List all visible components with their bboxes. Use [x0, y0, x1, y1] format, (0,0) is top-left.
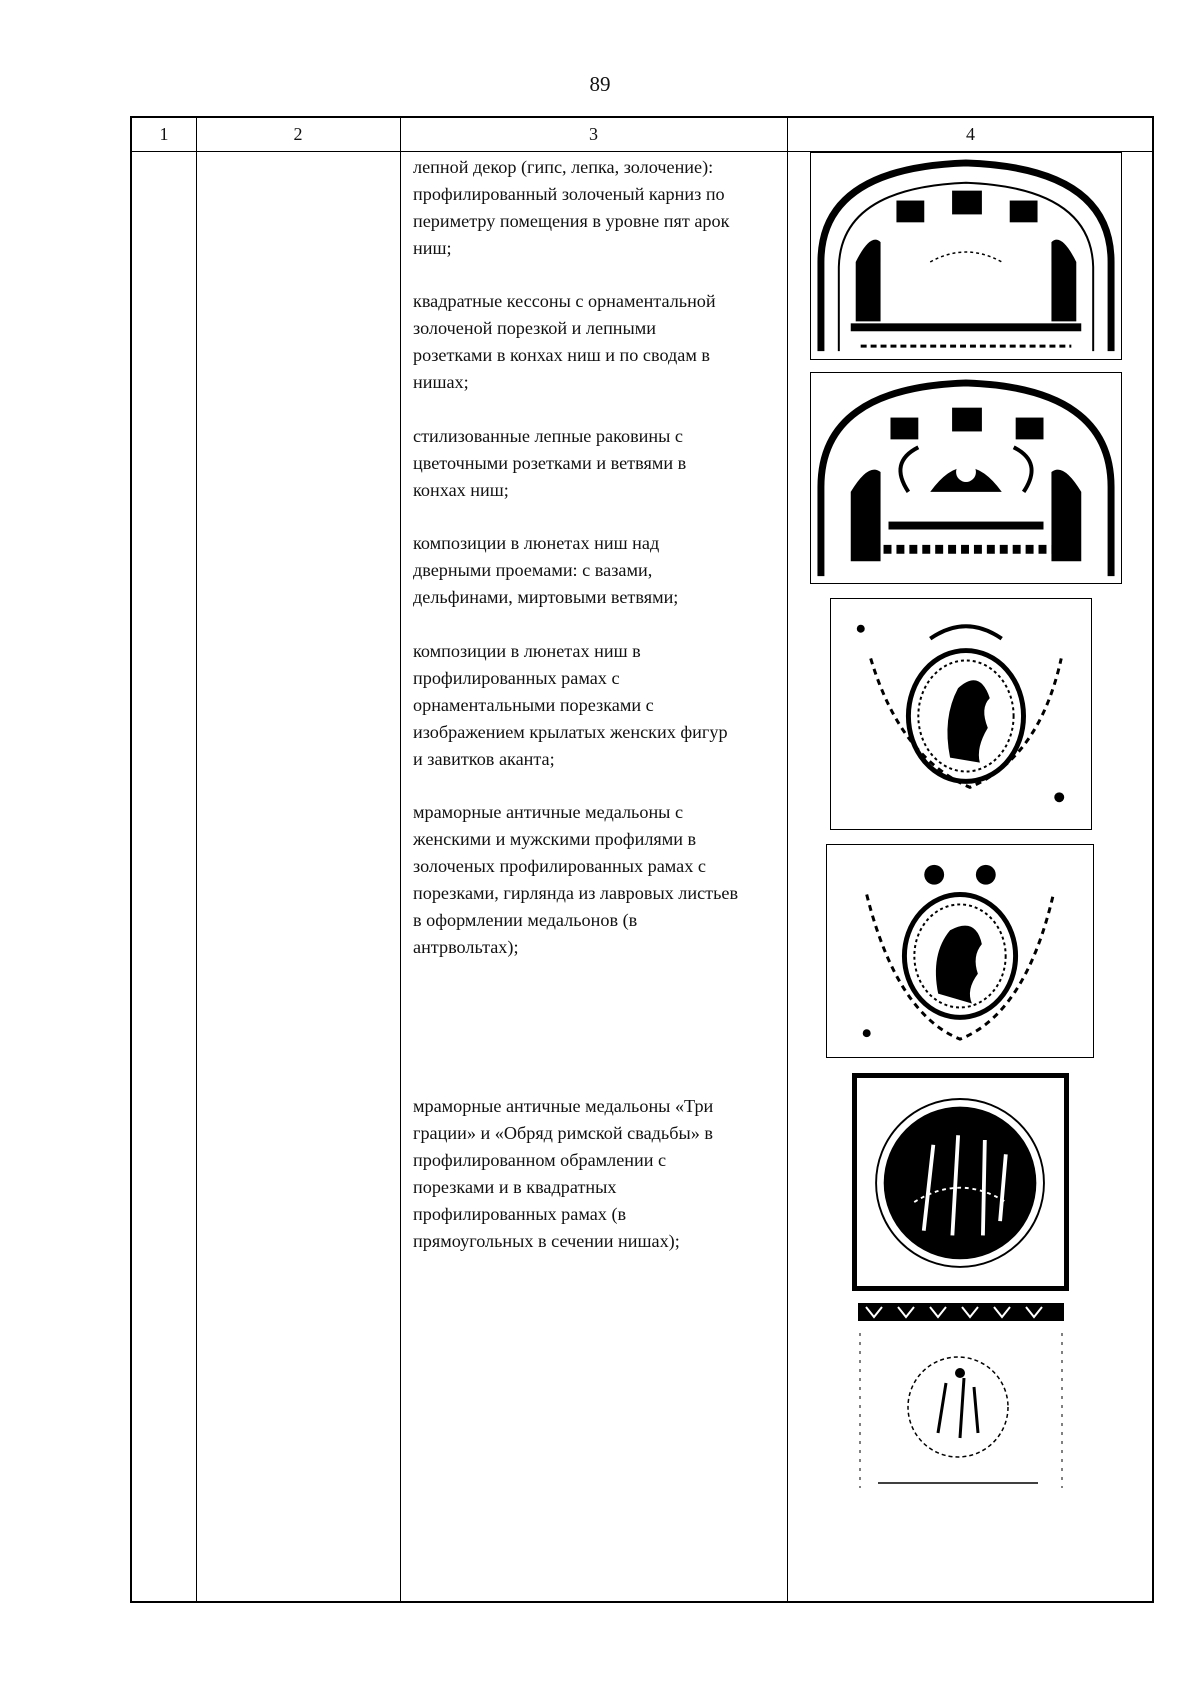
text-line: антрвольтах);: [413, 937, 519, 957]
column-divider-3: [787, 118, 788, 1601]
text-line: профилированных рамах с: [413, 668, 620, 688]
text-line: порезками и в квадратных: [413, 1177, 617, 1197]
text-line: грации» и «Обряд римской свадьбы» в: [413, 1123, 713, 1143]
text-line: цветочными розетками и ветвями в: [413, 453, 687, 473]
text-line: дверными проемами: с вазами,: [413, 560, 653, 580]
page-number: 89: [589, 72, 611, 96]
text-line: профилированном обрамлении с: [413, 1150, 667, 1170]
header-col-1: 1: [159, 124, 169, 144]
text-line: ниш;: [413, 238, 452, 258]
description-coffers: [413, 288, 783, 396]
text-line: дельфинами, миртовыми ветвями;: [413, 587, 679, 607]
text-line: профилированных рамах (в: [413, 1204, 627, 1224]
description-cornice: [413, 154, 783, 262]
column-divider-2: [400, 118, 401, 1601]
text-line: конхах ниш;: [413, 480, 509, 500]
text-line: орнаментальными порезками с: [413, 695, 654, 715]
text-line: композиции в люнетах ниш над: [413, 533, 660, 553]
lunette-female-profile-medallion-photo: [830, 598, 1092, 830]
text-line: нишах;: [413, 372, 469, 392]
text-line: золоченых профилированных рамах с: [413, 856, 706, 876]
text-line: стилизованные лепные раковины с: [413, 426, 683, 446]
description-shells: [413, 423, 783, 504]
text-line: изображением крылатых женских фигур: [413, 722, 728, 742]
niche-arch-coffers-photo: [810, 152, 1122, 360]
description-lunettes-frames: [413, 638, 783, 773]
text-line: мраморные античные медальоны «Три: [413, 1096, 714, 1116]
text-line: в оформлении медальонов (в: [413, 910, 638, 930]
header-col-3: 3: [589, 124, 598, 144]
header-col-4: 4: [966, 124, 975, 144]
text-line: композиции в люнетах ниш в: [413, 641, 641, 661]
niche-arch-shell-photo: [810, 372, 1122, 584]
text-line: розетками в конхах ниш и по сводам в: [413, 345, 711, 365]
text-line: мраморные античные медальоны с: [413, 802, 684, 822]
roman-wedding-medallion-photo: [858, 1303, 1064, 1493]
text-line: золоченой порезкой и лепными: [413, 318, 656, 338]
text-line: женскими и мужскими профилями в: [413, 829, 697, 849]
text-line: прямоугольных в сечении нишах);: [413, 1231, 680, 1251]
description-lunettes-vases: [413, 530, 783, 611]
three-graces-medallion-photo: [852, 1073, 1069, 1291]
description-medallions-graces: [413, 1093, 783, 1255]
text-line: и завитков аканта;: [413, 749, 555, 769]
text-line: лепной декор (гипс, лепка, золочение):: [413, 157, 714, 177]
header-col-2: 2: [293, 124, 303, 144]
description-medallions-profiles: [413, 799, 783, 961]
text-line: профилированный золоченый карниз по: [413, 184, 725, 204]
text-line: периметру помещения в уровне пят арок: [413, 211, 730, 231]
text-line: квадратные кессоны с орнаментальной: [413, 291, 716, 311]
text-line: порезками, гирлянда из лавровых листьев: [413, 883, 739, 903]
column-divider-1: [196, 118, 197, 1601]
medallion-laurel-garland-photo: [826, 844, 1094, 1058]
